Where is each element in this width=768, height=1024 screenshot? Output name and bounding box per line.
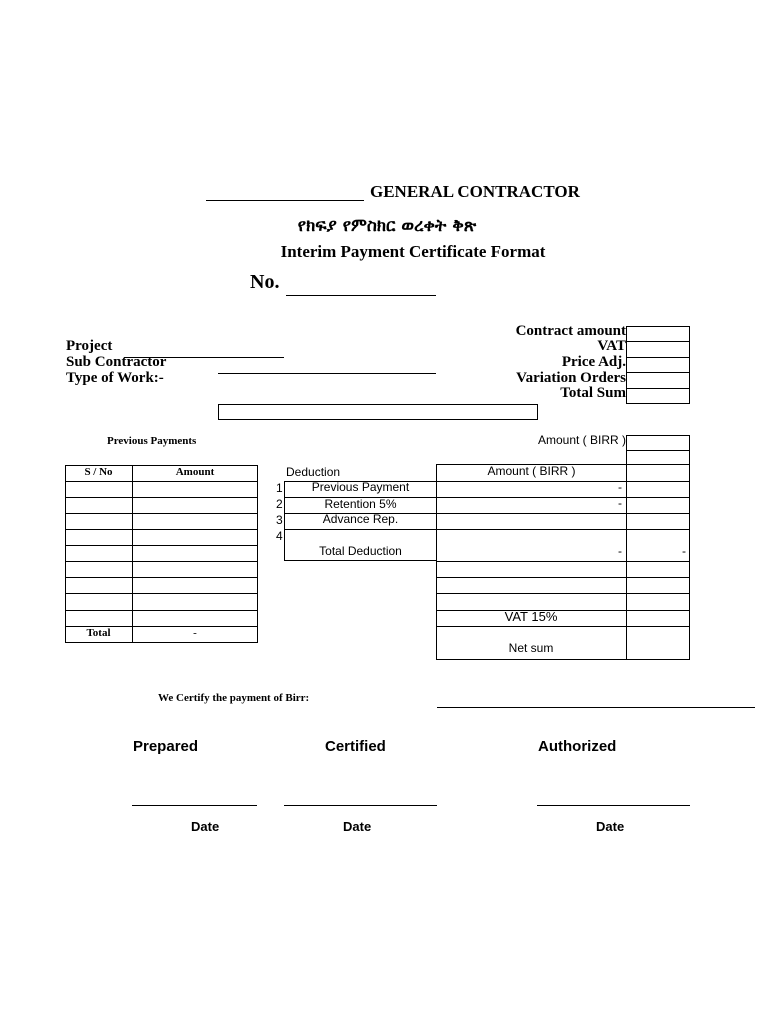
english-title: Interim Payment Certificate Format bbox=[280, 242, 546, 261]
date-label-certified: Date bbox=[343, 819, 372, 834]
price-adj-label: Price Adj. bbox=[561, 354, 626, 370]
deduction-label-2: Retention 5% bbox=[324, 497, 397, 511]
project-blank[interactable] bbox=[124, 342, 284, 358]
col-amount-header: Amount bbox=[175, 466, 215, 478]
type-of-work-box[interactable] bbox=[218, 404, 538, 420]
deduction-no-3: 3 bbox=[276, 513, 283, 527]
amount-birr-top: Amount ( BIRR ) bbox=[537, 433, 626, 447]
total-sum-label: Total Sum bbox=[560, 385, 626, 401]
net-sum-label: Net sum bbox=[508, 641, 554, 655]
vat-15-label: VAT 15% bbox=[504, 609, 558, 624]
deduction-no-1: 1 bbox=[276, 481, 283, 495]
contractor-name-blank[interactable] bbox=[206, 186, 364, 201]
total-deduction-label: Total Deduction bbox=[319, 544, 402, 558]
certify-text: We Certify the payment of Birr: bbox=[158, 692, 310, 704]
deduction-no-4: 4 bbox=[276, 529, 283, 543]
certified-label: Certified bbox=[325, 738, 386, 755]
prepared-label: Prepared bbox=[133, 738, 199, 755]
contract-values-box bbox=[626, 326, 690, 404]
deduction-label-1: Previous Payment bbox=[311, 480, 410, 494]
deduction-value-2: - bbox=[618, 496, 622, 510]
col-sno-header: S / No bbox=[84, 466, 113, 478]
deduction-header: Deduction bbox=[286, 465, 341, 479]
date-label-prepared: Date bbox=[191, 819, 220, 834]
type-of-work-label: Type of Work:- bbox=[66, 370, 164, 386]
authorized-signature-line[interactable] bbox=[537, 790, 690, 806]
total-value: - bbox=[193, 627, 197, 639]
contract-amount-label: Contract amount bbox=[515, 323, 626, 339]
total-deduction-value-right: - bbox=[682, 544, 686, 558]
number-label: No. bbox=[250, 271, 280, 293]
total-label: Total bbox=[86, 627, 111, 639]
certify-amount-blank[interactable] bbox=[437, 692, 755, 708]
certified-signature-line[interactable] bbox=[284, 790, 437, 806]
authorized-label: Authorized bbox=[538, 738, 617, 755]
sub-contractor-label: Sub Contractor bbox=[66, 354, 167, 370]
type-of-work-blank[interactable] bbox=[218, 358, 436, 374]
project-label: Project bbox=[66, 338, 113, 354]
total-deduction-value: - bbox=[618, 544, 622, 558]
contractor-title: GENERAL CONTRACTOR bbox=[370, 182, 580, 201]
number-blank[interactable] bbox=[286, 280, 436, 296]
variation-orders-label: Variation Orders bbox=[516, 370, 626, 386]
amount-birr-header: Amount ( BIRR ) bbox=[487, 464, 576, 478]
amharic-title: የክፍያ የምስክር ወረቀት ቅጽ bbox=[297, 216, 477, 236]
previous-payments-table bbox=[65, 465, 258, 643]
deduction-label-3: Advance Rep. bbox=[322, 512, 399, 526]
vat-label: VAT bbox=[597, 338, 626, 354]
previous-payments-title: Previous Payments bbox=[107, 435, 197, 447]
deduction-no-2: 2 bbox=[276, 497, 283, 511]
deduction-value-1: - bbox=[618, 480, 622, 494]
date-label-authorized: Date bbox=[596, 819, 625, 834]
prepared-signature-line[interactable] bbox=[132, 790, 257, 806]
